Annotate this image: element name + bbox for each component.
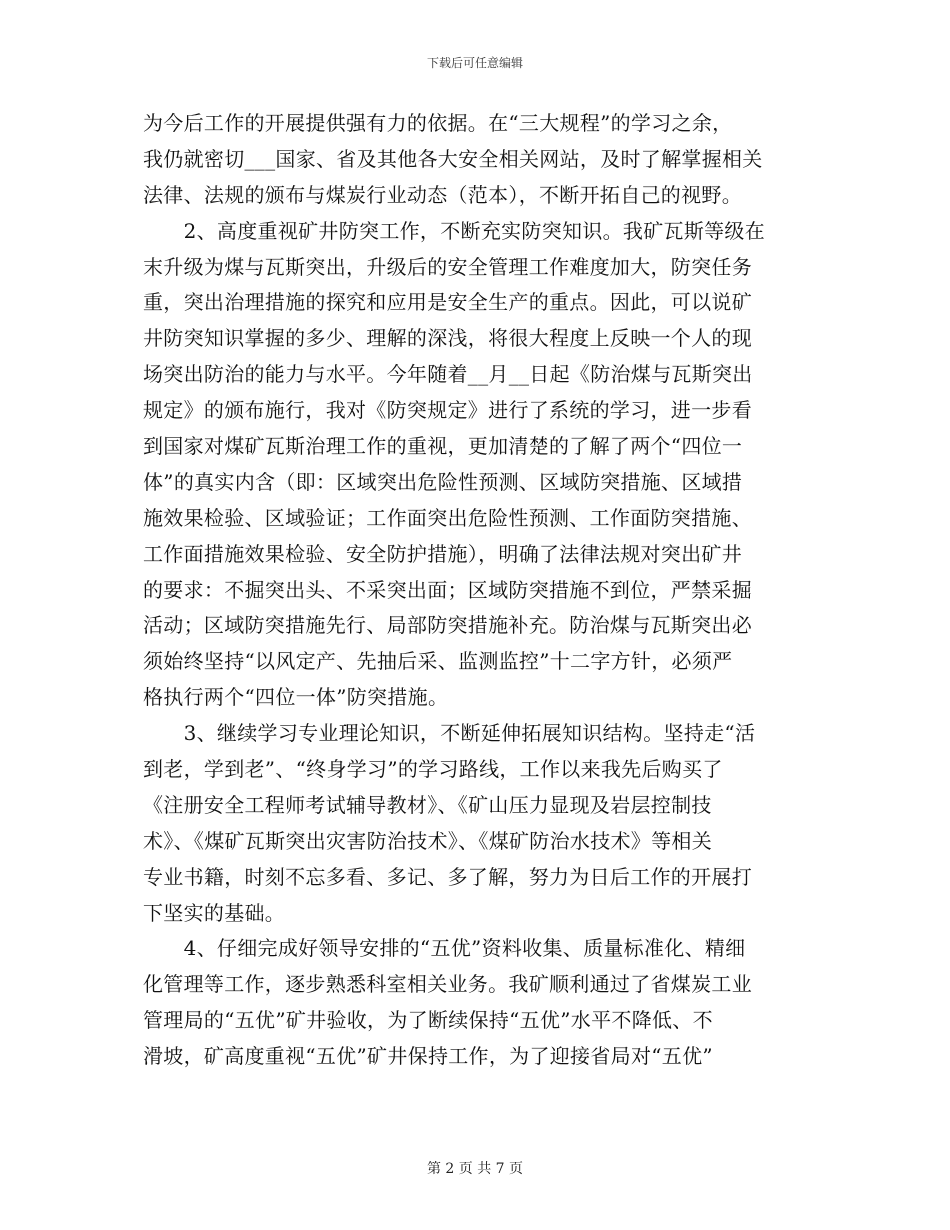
body-line: 格执行两个“四位一体”防突措施。 (143, 685, 449, 710)
page-number: 第 2 页 共 7 页 (426, 1161, 524, 1177)
body-line: 法律、法规的颁布与煤炭行业动态（范本），不断开拓自己的视野。 (143, 182, 742, 207)
body-line: 滑坡，矿高度重视“五优”矿井保持工作，为了迎接省局对“五优” (143, 1044, 713, 1069)
body-line: 为今后工作的开展提供强有力的依据。在“三大规程”的学习之余， (143, 111, 733, 135)
body-line: 规定》的颁布施行，我对《防突规定》进行了系统的学习，进一步看 (143, 398, 752, 423)
body-line: 到老，学到老”、“终身学习”的学习路线，工作以来我先后购买了 (143, 757, 723, 782)
page-header: 下载后可任意编辑 (426, 56, 523, 70)
body-line: 2、高度重视矿井防突工作，不断充实防突知识。我矿瓦斯等级在 (143, 218, 766, 243)
body-line: 活动；区域防突措施先行、局部防突措施补充。防治煤与瓦斯突出必 (143, 613, 752, 638)
body-line: 4、仔细完成好领导安排的“五优”资料收集、质量标准化、精细 (143, 936, 746, 961)
body-line: 场突出防治的能力与水平。今年随着__月__日起《防治煤与瓦斯突出 (143, 362, 753, 387)
body-line: 管理局的“五优”矿井验收，为了断续保持“五优”水平不降低、不 (143, 1008, 713, 1033)
document-body (143, 106, 815, 1075)
body-line: 须始终坚持“以风定产、先抽后采、监测监控”十二字方针，必须严 (143, 649, 733, 674)
body-line: 我仍就密切___国家、省及其他各大安全相关网站，及时了解掌握相关 (143, 146, 763, 171)
body-line: 《注册安全工程师考试辅导教材》、《矿山压力显现及岩层控制技 (143, 792, 712, 817)
body-line: 到国家对煤矿瓦斯治理工作的重视，更加清楚的了解了两个“四位一 (143, 434, 743, 459)
body-line: 术》、《煤矿瓦斯突出灾害防治技术》、《煤矿防治水技术》等相关 (143, 828, 712, 853)
body-line: 3、继续学习专业理论知识，不断延伸拓展知识结构。坚持走“活 (143, 721, 756, 746)
body-line: 工作面措施效果检验、安全防护措施），明确了法律法规对突出矿井 (143, 541, 742, 566)
body-line: 下坚实的基础。 (143, 900, 286, 925)
body-line: 化管理等工作，逐步熟悉科室相关业务。我矿顺利通过了省煤炭工业 (143, 972, 752, 997)
body-line: 施效果检验、区域验证；工作面突出危险性预测、工作面防突措施、 (143, 505, 752, 530)
body-line: 专业书籍，时刻不忘多看、多记、多了解，努力为日后工作的开展打 (143, 864, 752, 889)
body-line: 末升级为煤与瓦斯突出，升级后的安全管理工作难度加大，防突任务 (143, 254, 752, 279)
body-line: 的要求：不掘突出头、不采突出面；区域防突措施不到位，严禁采掘 (143, 577, 752, 602)
body-line: 体”的真实内含（即：区域突出危险性预测、区域防突措施、区域措 (143, 469, 743, 494)
body-line: 重，突出治理措施的探究和应用是安全生产的重点。因此，可以说矿 (143, 290, 752, 315)
body-line: 井防突知识掌握的多少、理解的深浅，将很大程度上反映一个人的现 (143, 326, 752, 351)
